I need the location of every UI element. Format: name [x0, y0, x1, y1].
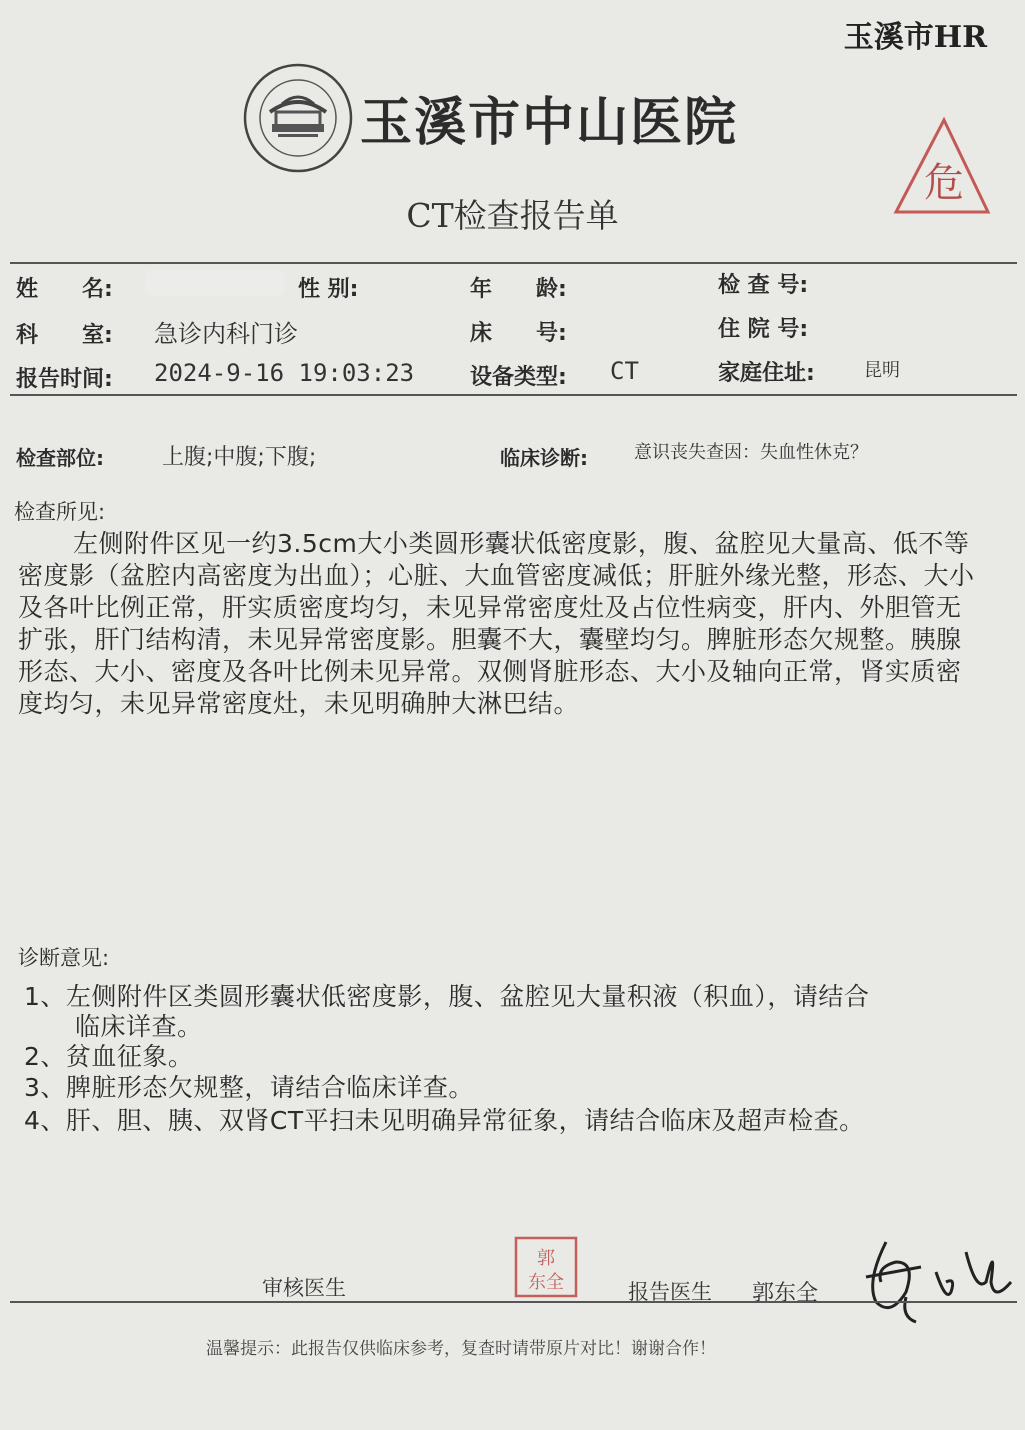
svg-text:东全: 东全 — [528, 1272, 564, 1293]
exam-part-value: 上腹;中腹;下腹; — [162, 445, 317, 470]
dept-value: 急诊内科门诊 — [154, 320, 298, 348]
report-time-label: 报告时间: — [16, 367, 113, 392]
report-time-value: 2024-9-16 19:03:23 — [154, 359, 415, 387]
admission-no-label: 住 院 号: — [718, 317, 809, 342]
doctor-seal-stamp — [512, 1234, 580, 1300]
diagnosis-item-3: 3、脾脏形态欠规整，请结合临床详查。 — [24, 1073, 474, 1102]
name-value-redacted — [145, 270, 285, 296]
address-value: 昆明 — [864, 360, 900, 381]
address-label: 家庭住址: — [718, 361, 815, 386]
dept-label: 科 室: — [16, 323, 113, 348]
device-type-value: CT — [610, 357, 639, 385]
hospital-name: 玉溪市中山医院 — [360, 92, 739, 153]
diagnosis-item-4: 4、肝、胆、胰、双肾CT平扫未见明确异常征象，请结合临床及超声检查。 — [24, 1106, 865, 1135]
info-divider — [10, 394, 1017, 396]
clinical-diagnosis-label: 临床诊断: — [500, 446, 588, 470]
report-title: CT检查报告单 — [406, 196, 619, 235]
findings-text: 左侧附件区见一约3.5cm大小类圆形囊状低密度影，腹、盆腔见大量高、低不等密度影（盆腔内高密度为出血）；心脏、大血管密度减低；肝脏外缘光整，形态、大小及各叶比例正常，肝实质密度均匀，未见异常密度灶及占位性病变，肝内、外胆管无扩张，肝门结构清，未见异常密度影。胆囊不大，囊壁均匀。脾脏形态欠规整。胰腺形态、大小、密度及各叶比例未见异常。双侧肾脏形态、大小及轴向正常，肾实质密度均匀，未见异常密度灶，未见明确肿大淋巴结。 — [18, 529, 975, 718]
diagnosis-label: 诊断意见: — [18, 946, 110, 970]
top-divider — [10, 262, 1017, 264]
svg-text:郭: 郭 — [537, 1248, 555, 1269]
exam-no-label: 检 查 号: — [718, 273, 809, 298]
name-label: 姓 名: — [16, 277, 113, 302]
watermark-text: 玉溪市HR — [843, 20, 987, 55]
diagnosis-item-1: 1、左侧附件区类圆形囊状低密度影，腹、盆腔见大量积液（积血），请结合 — [24, 982, 870, 1011]
footer-notice: 温馨提示：此报告仅供临床参考，复查时请带原片对比！谢谢合作！ — [206, 1339, 716, 1359]
reporter-name: 郭东全 — [752, 1281, 819, 1306]
hospital-logo — [242, 62, 354, 174]
reporter-label: 报告医生 — [628, 1280, 712, 1304]
handwritten-signature — [846, 1222, 1016, 1332]
signature-divider — [10, 1301, 1017, 1303]
sex-label: 性 别: — [298, 277, 359, 302]
bed-label: 床 号: — [470, 321, 567, 346]
age-label: 年 龄: — [470, 277, 567, 302]
device-type-label: 设备类型: — [470, 365, 567, 390]
exam-part-label: 检查部位: — [16, 446, 104, 470]
reviewer-label: 审核医生 — [262, 1276, 346, 1300]
danger-mark: 危 — [924, 160, 964, 206]
diagnosis-item-2: 2、贫血征象。 — [24, 1042, 194, 1071]
clinical-diagnosis-value: 意识丧失查因：失血性休克？ — [634, 442, 868, 463]
diagnosis-item-1-cont: 临床详查。 — [24, 1012, 203, 1041]
findings-label: 检查所见: — [14, 500, 106, 524]
